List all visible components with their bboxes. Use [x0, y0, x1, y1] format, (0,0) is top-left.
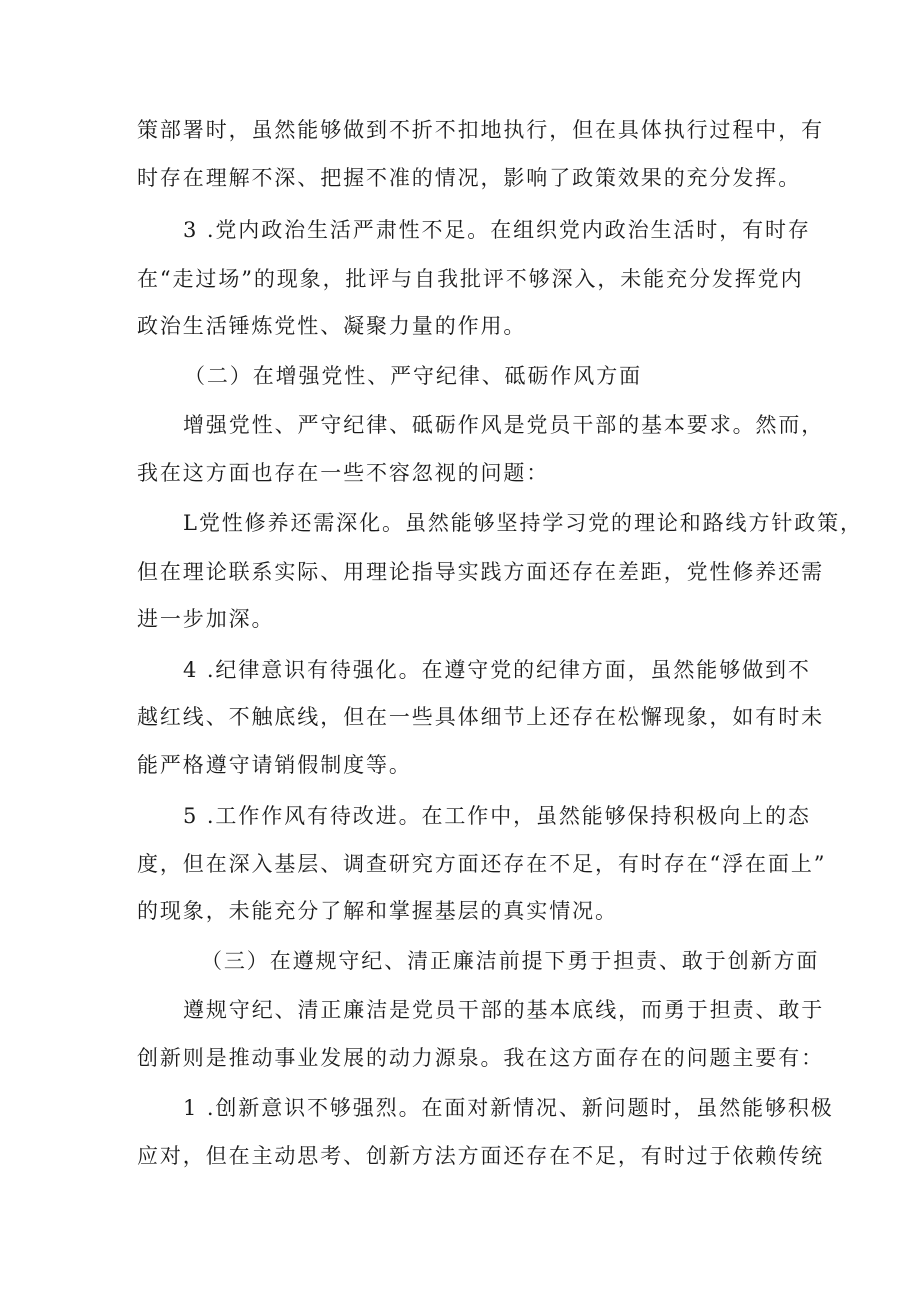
text-line: 时存在理解不深、把握不准的情况，影响了政策效果的充分发挥。 — [137, 166, 802, 190]
text-line: 能严格遵守请销假制度等。 — [137, 753, 412, 777]
text-line: 度，但在深入基层、调查研究方面还存在不足，有时存在“浮在面上” — [137, 852, 827, 876]
text-line: 在“走过场”的现象，批评与自我批评不够深入，未能充分发挥党内 — [137, 267, 804, 291]
text-line: 进一步加深。 — [137, 607, 275, 631]
text-line: 增强党性、严守纪律、砥砺作风是党员干部的基本要求。然而， — [183, 413, 825, 437]
text-line: 应对，但在主动思考、创新方法方面还存在不足，有时过于依赖传统 — [137, 1144, 824, 1168]
text-line: 但在理论联系实际、用理论指导实践方面还存在差距，党性修养还需 — [137, 560, 824, 584]
section-heading: （三）在遵规守纪、清正廉洁前提下勇于担责、敢于创新方面 — [201, 949, 820, 973]
text-line: 我在这方面也存在一些不容忽视的问题： — [137, 461, 550, 485]
text-line: 5 .工作作风有待改进。在工作中，虽然能够保持积极向上的态 — [183, 804, 811, 828]
text-line: 3 .党内政治生活严肃性不足。在组织党内政治生活时，有时存 — [183, 218, 811, 242]
section-heading: （二）在增强党性、严守纪律、砥砺作风方面 — [184, 364, 642, 388]
text-line: 创新则是推动事业发展的动力源泉。我在这方面存在的问题主要有： — [137, 1046, 824, 1070]
text-line: 政治生活锤炼党性、凝聚力量的作用。 — [137, 314, 527, 338]
text-line: 1 .创新意识不够强烈。在面对新情况、新问题时，虽然能够积极 — [183, 1096, 834, 1120]
text-line: 遵规守纪、清正廉洁是党员干部的基本底线，而勇于担责、敢于 — [183, 998, 825, 1022]
text-line: L党性修养还需深化。虽然能够坚持学习党的理论和路线方针政策， — [183, 511, 863, 535]
text-line: 4 .纪律意识有待强化。在遵守党的纪律方面，虽然能够做到不 — [183, 658, 811, 682]
text-line: 策部署时，虽然能够做到不折不扣地执行，但在具体执行过程中，有 — [137, 118, 824, 142]
text-line: 越红线、不触底线，但在一些具体细节上还存在松懈现象，如有时未 — [137, 705, 824, 729]
text-line: 的现象，未能充分了解和掌握基层的真实情况。 — [137, 899, 618, 923]
